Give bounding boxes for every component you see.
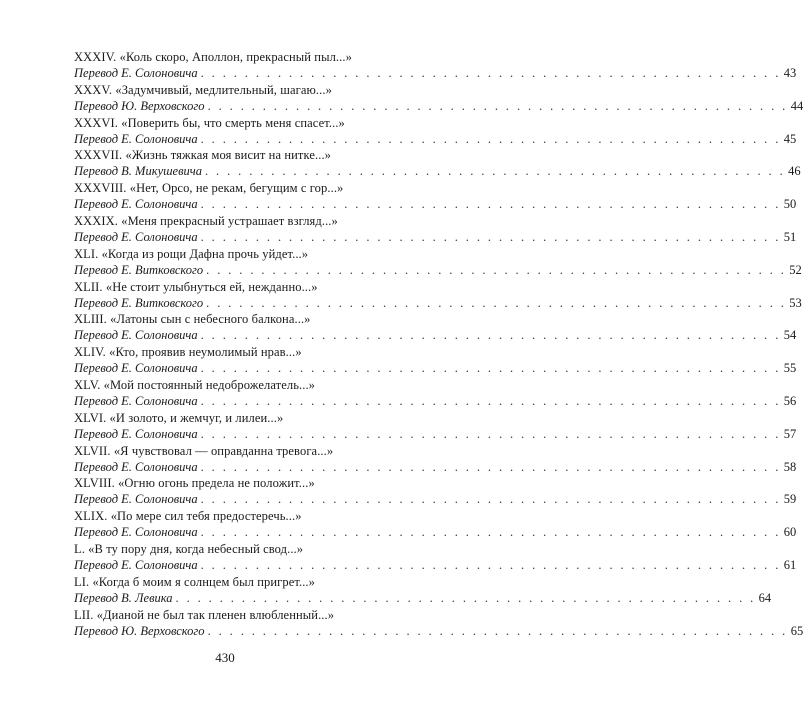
dot-leader: . . . . . . . . . . . . . . . . . . . . . . . . . . . . . . . . . . . . . . . . . . . . . . . . . . . . . [200,426,781,441]
entry-translator: Перевод Е. Солоновича [74,426,198,441]
entry-page-number: 53 [789,295,802,310]
entry-page-number: 54 [783,328,797,343]
dot-leader: . . . . . . . . . . . . . . . . . . . . . . . . . . . . . . . . . . . . . . . . . . . . . . . . . . . . . [200,492,781,507]
entry-translator: Перевод В. Микушевича [74,164,202,179]
entry-translator-line [74,65,797,81]
dot-leader: . . . . . . . . . . . . . . . . . . . . . . . . . . . . . . . . . . . . . . . . . . . . . . . . . . . . . [200,197,781,212]
dot-leader: . . . . . . . . . . . . . . . . . . . . . . . . . . . . . . . . . . . . . . . . . . . . . . . . . . . . . [207,623,788,638]
toc-entry [74,180,797,213]
dot-leader: . . . . . . . . . . . . . . . . . . . . . . . . . . . . . . . . . . . . . . . . . . . . . . . . . . . . . [200,361,781,376]
entry-title: XLVII. «Я чувствовал — оправданна тревога...» [74,443,334,458]
toc-entry [74,82,803,115]
page-number: 430 [215,650,235,665]
entry-translator-line [74,229,797,245]
entry-page-number: 59 [783,492,797,507]
entry-translator-line [74,623,803,639]
dot-leader: . . . . . . . . . . . . . . . . . . . . . . . . . . . . . . . . . . . . . . . . . . . . . . . . . . . . . [200,557,781,572]
toc-entry [74,246,802,279]
dot-leader: . . . . . . . . . . . . . . . . . . . . . . . . . . . . . . . . . . . . . . . . . . . . . . . . . . . . . [200,328,781,343]
entry-translator: Перевод Е. Солоновича [74,197,198,212]
toc-entry [74,607,803,640]
entry-translator: Перевод Е. Солоновича [74,557,198,572]
entry-translator: Перевод Е. Солоновича [74,393,198,408]
dot-leader: . . . . . . . . . . . . . . . . . . . . . . . . . . . . . . . . . . . . . . . . . . . . . . . . . . . . . [200,131,781,146]
dot-leader: . . . . . . . . . . . . . . . . . . . . . . . . . . . . . . . . . . . . . . . . . . . . . . . . . . . . . [205,164,786,179]
entry-translator: Перевод Е. Солоновича [74,525,198,540]
entry-page-number: 55 [783,361,797,376]
entry-page-number: 46 [788,164,801,179]
dot-leader: . . . . . . . . . . . . . . . . . . . . . . . . . . . . . . . . . . . . . . . . . . . . . . . . . . . . . [206,295,787,310]
entry-translator: Перевод Ю. Верховского [74,623,205,638]
entry-translator-line [74,557,797,573]
dot-leader: . . . . . . . . . . . . . . . . . . . . . . . . . . . . . . . . . . . . . . . . . . . . . . . . . . . . . [200,229,781,244]
entry-translator-line [74,491,797,507]
entry-page-number: 52 [789,262,802,277]
toc-entry [74,213,797,246]
entry-translator: Перевод Ю. Верховского [74,98,205,113]
toc-entry [74,541,797,574]
toc-entry [74,410,797,443]
entry-page-number: 60 [783,525,797,540]
entry-translator: Перевод Е. Солоновича [74,131,198,146]
toc-entry [74,443,797,476]
dot-leader: . . . . . . . . . . . . . . . . . . . . . . . . . . . . . . . . . . . . . . . . . . . . . . . . . . . . . [200,66,781,80]
dot-leader: . . . . . . . . . . . . . . . . . . . . . . . . . . . . . . . . . . . . . . . . . . . . . . . . . . . . . [206,262,787,277]
entry-title: XXXVI. «Поверить бы, что смерть меня спасет...» [74,115,345,130]
entry-page-number: 57 [783,426,797,441]
entry-page-number: 65 [790,623,803,638]
entry-translator: Перевод Е. Солоновича [74,459,198,474]
entry-title: XXXIV. «Коль скоро, Аполлон, прекрасный пыл...» [74,50,352,64]
entry-page-number: 61 [783,557,797,572]
entry-translator-line [74,98,803,114]
entry-translator-line [74,327,797,343]
entry-translator-line [74,360,797,376]
entry-title: XLII. «Не стоит улыбнуться ей, нежданно...» [74,279,318,294]
entry-translator-line [74,262,802,278]
entry-translator: Перевод Е. Витковского [74,295,204,310]
entry-translator: Перевод Е. Солоновича [74,66,198,80]
entry-translator: Перевод Е. Витковского [74,262,204,277]
entry-page-number: 43 [783,66,797,80]
entry-title: L. «В ту пору дня, когда небесный свод...» [74,541,304,556]
toc-entry [74,377,797,410]
entry-page-number: 64 [758,590,772,605]
entry-page-number: 44 [790,98,803,113]
entry-title: XXXIX. «Меня прекрасный устрашает взгляд...» [74,213,338,228]
entry-translator: Перевод Е. Солоновича [74,328,198,343]
dot-leader: . . . . . . . . . . . . . . . . . . . . . . . . . . . . . . . . . . . . . . . . . . . . . . . . . . . . . [200,393,781,408]
entry-translator-line [74,131,797,147]
entry-translator-line [74,196,797,212]
entry-translator-line [74,393,797,409]
entry-title: XLV. «Мой постоянный недоброжелатель...» [74,377,316,392]
dot-leader: . . . . . . . . . . . . . . . . . . . . . . . . . . . . . . . . . . . . . . . . . . . . . . . . . . . . . [207,98,788,113]
toc-entry [74,344,797,377]
entry-translator-line [74,426,797,442]
entry-translator-line [74,163,801,179]
entry-translator-line [74,590,772,606]
entry-title: XXXV. «Задумчивый, медлительный, шагаю...» [74,82,332,97]
toc-entry [74,475,797,508]
toc-entry [74,574,772,607]
entry-title: LII. «Дианой не был так пленен влюбленный...» [74,607,335,622]
entry-page-number: 58 [783,459,797,474]
entry-translator: Перевод Е. Солоновича [74,229,198,244]
entry-title: XLIII. «Латоны сын с небесного балкона...» [74,312,311,327]
entry-page-number: 56 [783,393,797,408]
dot-leader: . . . . . . . . . . . . . . . . . . . . . . . . . . . . . . . . . . . . . . . . . . . . . . . . . . . . . [200,525,781,540]
toc-entry [74,508,797,541]
entry-title: XLVIII. «Огню огонь предела не положит...» [74,476,315,491]
toc-entry [74,115,797,148]
entry-title: XXXVII. «Жизнь тяжкая моя висит на нитке...» [74,148,332,163]
dot-leader: . . . . . . . . . . . . . . . . . . . . . . . . . . . . . . . . . . . . . . . . . . . . . . . . . . . . . [175,590,756,605]
table-of-contents [74,49,803,639]
entry-translator: Перевод Е. Солоновича [74,361,198,376]
entry-translator: Перевод Е. Солоновича [74,492,198,507]
entry-translator: Перевод В. Левика [74,590,173,605]
entry-translator-line [74,524,797,540]
entry-page-number: 45 [783,131,797,146]
toc-entry [74,147,801,180]
entry-translator-line [74,295,802,311]
toc-entry [74,279,802,312]
toc-entry [74,311,797,344]
entry-title: XLIV. «Кто, проявив неумолимый нрав...» [74,345,302,360]
entry-title: XXXVIII. «Нет, Орсо, не рекам, бегущим с гор...» [74,181,344,196]
toc-entry [74,49,797,82]
entry-title: XLIX. «По мере сил тебя предостеречь...» [74,509,302,524]
entry-title: XLVI. «И золото, и жемчуг, и лилеи...» [74,410,284,425]
entry-translator-line [74,459,797,475]
dot-leader: . . . . . . . . . . . . . . . . . . . . . . . . . . . . . . . . . . . . . . . . . . . . . . . . . . . . . [200,459,781,474]
entry-title: LI. «Когда б моим я солнцем был пригрет...» [74,574,316,589]
entry-page-number: 51 [783,229,797,244]
entry-title: XLI. «Когда из рощи Дафна прочь уйдет...» [74,246,309,261]
entry-page-number: 50 [783,197,797,212]
